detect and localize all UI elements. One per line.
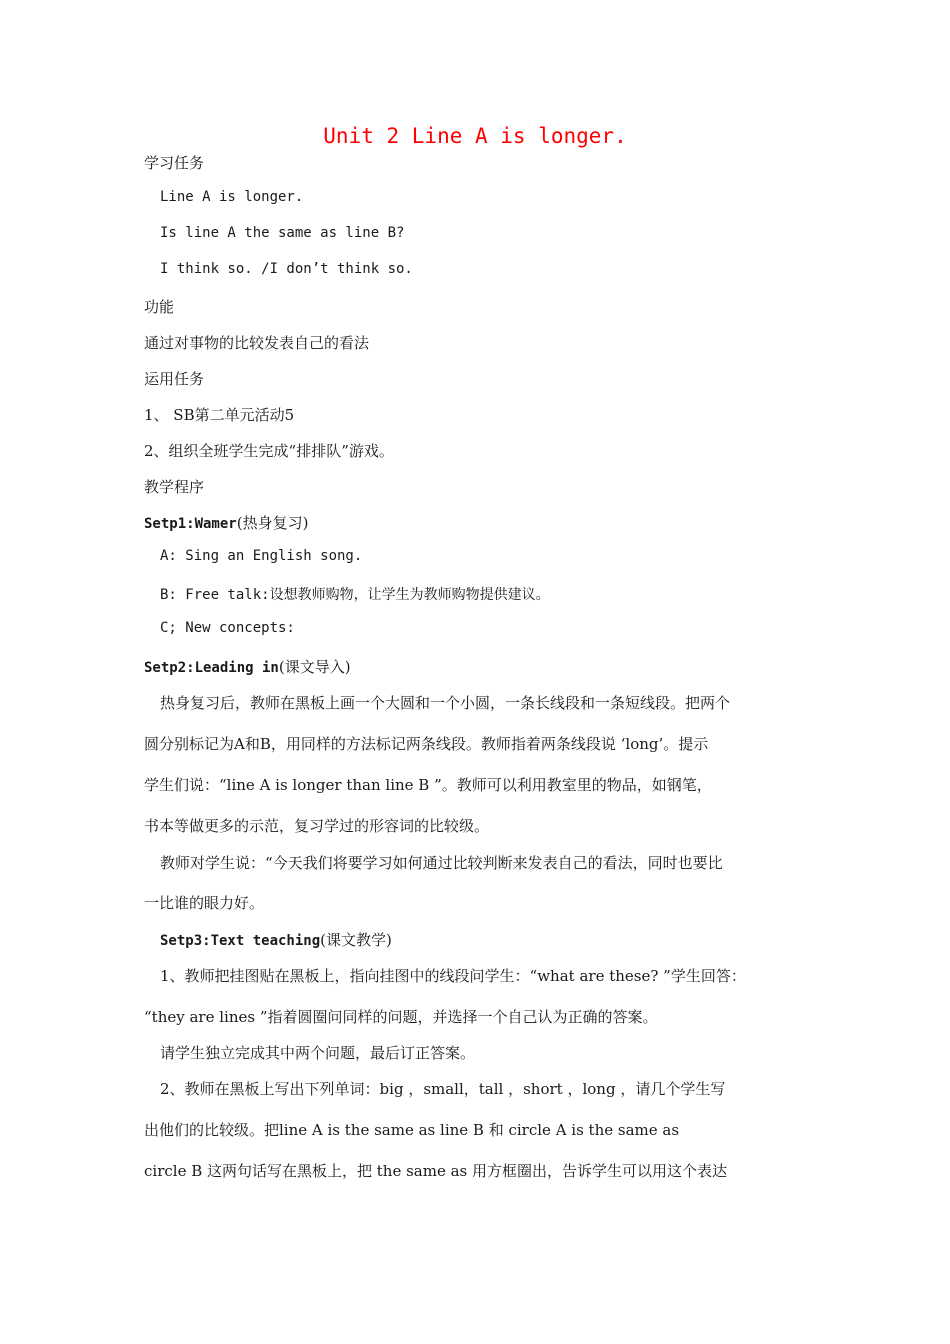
step-label-cn: (课文导入): [278, 658, 351, 676]
step-label: Setp2:Leading in: [144, 660, 279, 676]
step-heading: [160, 929, 392, 950]
paragraph-line: 2、教师在黑板上写出下列单词：big ，small，tall ，short ，long ，请几个学生写: [160, 1080, 726, 1098]
list-item: 2、组织全班学生完成“排排队”游戏。: [144, 442, 394, 460]
paragraph-line: 请学生独立完成其中两个问题，最后订正答案。: [160, 1044, 476, 1062]
paragraph-line: 热身复习后，教师在黑板上画一个大圆和一个小圆，一条长线段和一条短线段。把两个: [160, 694, 731, 712]
text-line: C; New concepts:: [160, 620, 295, 636]
step-label: Setp3:Text teaching: [160, 933, 321, 949]
heading-teaching-procedure: 教学程序: [144, 478, 205, 496]
paragraph-line: 一比谁的眼力好。: [144, 894, 265, 912]
text-line: 通过对事物的比较发表自己的看法: [144, 334, 370, 352]
text-line: A: Sing an English song.: [160, 548, 363, 564]
paragraph-line: 圆分别标记为A和B，用同样的方法标记两条线段。教师指着两条线段说 ‘long’。提示: [144, 735, 709, 753]
sentence-line: Line A is longer.: [160, 189, 304, 205]
sentence-line: I think so. /I don’t think so.: [160, 261, 413, 277]
paragraph-line: 出他们的比较级。把line A is the same as line B 和 circle A is the same as: [144, 1121, 680, 1139]
heading-application-tasks: 运用任务: [144, 370, 205, 388]
paragraph-line: circle B 这两句话写在黑板上，把 the same as 用方框圈出，告诉学生可以用这个表达: [144, 1162, 728, 1180]
paragraph-line: “they are lines ”指着圆圈问同样的问题，并选择一个自己认为正确的答案。: [144, 1008, 658, 1026]
text-line: B: Free talk:设想教师购物，让学生为教师购物提供建议。: [160, 587, 550, 603]
step-label: Setp1:Wamer: [144, 516, 237, 532]
paragraph-line: 教师对学生说：“今天我们将要学习如何通过比较判断来发表自己的看法，同时也要比: [160, 854, 723, 872]
step-heading: [144, 512, 308, 533]
step-label-cn: (课文教学): [320, 931, 392, 949]
paragraph-line: 学生们说：“line A is longer than line B ”。教师可以利用教室里的物品，如钢笔，: [144, 776, 712, 794]
step-heading: [144, 656, 351, 677]
heading-learning-tasks: 学习任务: [144, 154, 205, 172]
heading-function: 功能: [144, 298, 175, 316]
document-title: Unit 2 Line A is longer.: [323, 124, 627, 148]
list-item: 1、 SB第二单元活动5: [144, 406, 295, 424]
step-label-cn: (热身复习): [236, 514, 309, 532]
sentence-line: Is line A the same as line B?: [160, 225, 405, 241]
paragraph-line: 1、教师把挂图贴在黑板上，指向挂图中的线段问学生：“what are these? ”学生回答：: [160, 967, 746, 985]
paragraph-line: 书本等做更多的示范，复习学过的形容词的比较级。: [144, 817, 490, 835]
